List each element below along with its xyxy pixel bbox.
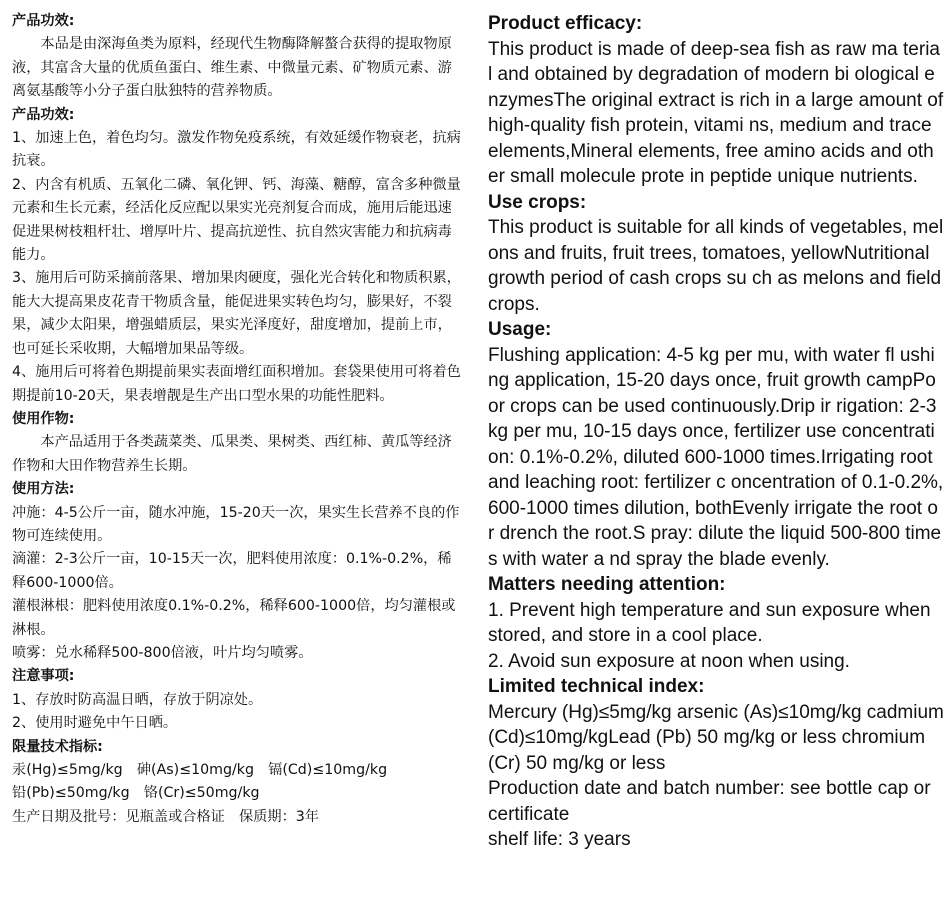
usage-spray-cn: 喷雾：兑水稀释500-800倍液，叶片均匀喷雾。: [12, 644, 313, 661]
efficacy-item-2-cn: 2、内含有机质、五氧化二磷、氧化钾、钙、海藻、糖醇，富含多种微量元素和生长元素，经活化反应配以果实光亮剂复合而成，施用后能迅速促进果树枝粗杆壮、增厚叶片、提高抗逆性、抗自然灾害能力和抗病毒能力。: [12, 176, 461, 264]
efficacy-intro-cn: 本品是由深海鱼类为原料，经现代生物酶降解螯合获得的提取物原液，其富含大量的优质鱼蛋白、维生素、中微量元素、矿物质元素、游离氨基酸等小分子蛋白肽独特的营养物质。: [12, 36, 452, 100]
heading-usage-cn: 使用方法:: [12, 481, 75, 498]
efficacy-item-1-cn: 1、加速上色，着色均匀。激发作物免疫系统，有效延缓作物衰老，抗病抗衰。: [12, 130, 461, 170]
heading-efficacy-en: Product efficacy:: [488, 13, 643, 34]
usage-root-cn: 灌根淋根：肥料使用浓度0.1%-0.2%，稀释600-1000倍，均匀灌根或淋根。: [12, 598, 456, 638]
heading-efficacy-cn: 产品功效:: [12, 13, 75, 29]
attention-1-en: 1. Prevent high temperature and sun exposure when stored, and store in a cool place.: [488, 599, 936, 646]
english-column: [488, 11, 950, 853]
efficacy-item-3-cn: 3、施用后可防采摘前落果、增加果肉硬度，强化光合转化和物质积累，能大大提高果皮花青干物质含量，能促进果实转色均匀，膨果好，不裂果，减少太阳果，增强蜡质层，果实光泽度好，甜度增加，提前上市，也可延长采收期，大幅增加果品等级。: [12, 270, 461, 357]
efficacy-item-4-cn: 4、施用后可将着色期提前果实表面增红面积增加。套袋果使用可将着色期提前10-20天，果表增靓是生产出口型水果的功能性肥料。: [12, 364, 461, 404]
note-1-cn: 1、存放时防高温日晒，存放于阴凉处。: [12, 691, 263, 708]
usage-en: Flushing application: 4-5 kg per mu, with water fl ushing application, 15-20 days once, fruit growth campPoor crops can be used continuously.Drip ir rigation: 2-3 kg per mu, 10-15 days once, fertilizer use concentration: 0.1%-0.2%, diluted 600-1000 times.Irrigating root and leaching root: fertilizer c oncentration of 0.1-0.2%, 600-1000 times dilution, bothEvenly irrigate the root or drench the root.S pray: dilute the liquid 500-800 times with water a nd spray the blade evenly.: [488, 344, 949, 570]
chinese-column: [12, 10, 462, 829]
index-line-3-en: shelf life: 3 years: [488, 829, 631, 850]
usage-drip-cn: 滴灌：2-3公斤一亩，10-15天一次，肥料使用浓度：0.1%-0.2%，稀释600-1000倍。: [12, 551, 452, 591]
heading-crops-cn: 使用作物:: [12, 410, 75, 427]
index-line-2-cn: 铅(Pb)≤50mg/kg 铬(Cr)≤50mg/kg: [12, 785, 260, 802]
note-2-cn: 2、使用时避免中午日晒。: [12, 715, 178, 732]
heading-efficacy-cn-2: 产品功效:: [12, 106, 75, 123]
index-line-2-en: Production date and batch number: see bottle cap or certificate: [488, 778, 936, 825]
heading-index-en: Limited technical index:: [488, 676, 705, 697]
crops-en: This product is suitable for all kinds of vegetables, melons and fruits, fruit trees, tomatoes, yellowNutritional growth period of cash crops su ch as melons and field crops.: [488, 217, 947, 315]
attention-2-en: 2. Avoid sun exposure at noon when using.: [488, 650, 850, 672]
heading-usage-en: Usage:: [488, 319, 552, 340]
heading-notes-cn: 注意事项:: [12, 668, 75, 685]
heading-crops-en: Use crops:: [488, 191, 587, 213]
index-line-1-en: Mercury (Hg)≤5mg/kg arsenic (As)≤10mg/kg cadmium (Cd)≤10mg/kgLead (Pb) 50 mg/kg or less chromium (Cr) 50 mg/kg or less: [488, 701, 950, 774]
efficacy-en: This product is made of deep-sea fish as raw ma terial and obtained by degradation of modern bi ological enzymesThe original extract is rich in a large amount of high-quality fish protein, vitami ns, medium and trace elements,Mineral elements, free amino acids and other small molecule prote in peptide unique nutrients.: [488, 38, 949, 187]
usage-flush-cn: 冲施：4-5公斤一亩，随水冲施，15-20天一次，果实生长营养不良的作物可连续使用。: [12, 504, 460, 544]
index-line-1-cn: 汞(Hg)≤5mg/kg 砷(As)≤10mg/kg 镉(Cd)≤10mg/kg: [12, 762, 388, 778]
heading-index-cn: 限量技术指标:: [12, 738, 103, 755]
heading-attention-en: Matters needing attention:: [488, 574, 726, 595]
index-line-3-cn: 生产日期及批号：见瓶盖或合格证 保质期：3年: [12, 808, 319, 825]
crops-cn: 本产品适用于各类蔬菜类、瓜果类、果树类、西红柿、黄瓜等经济作物和大田作物营养生长期。: [12, 434, 452, 474]
